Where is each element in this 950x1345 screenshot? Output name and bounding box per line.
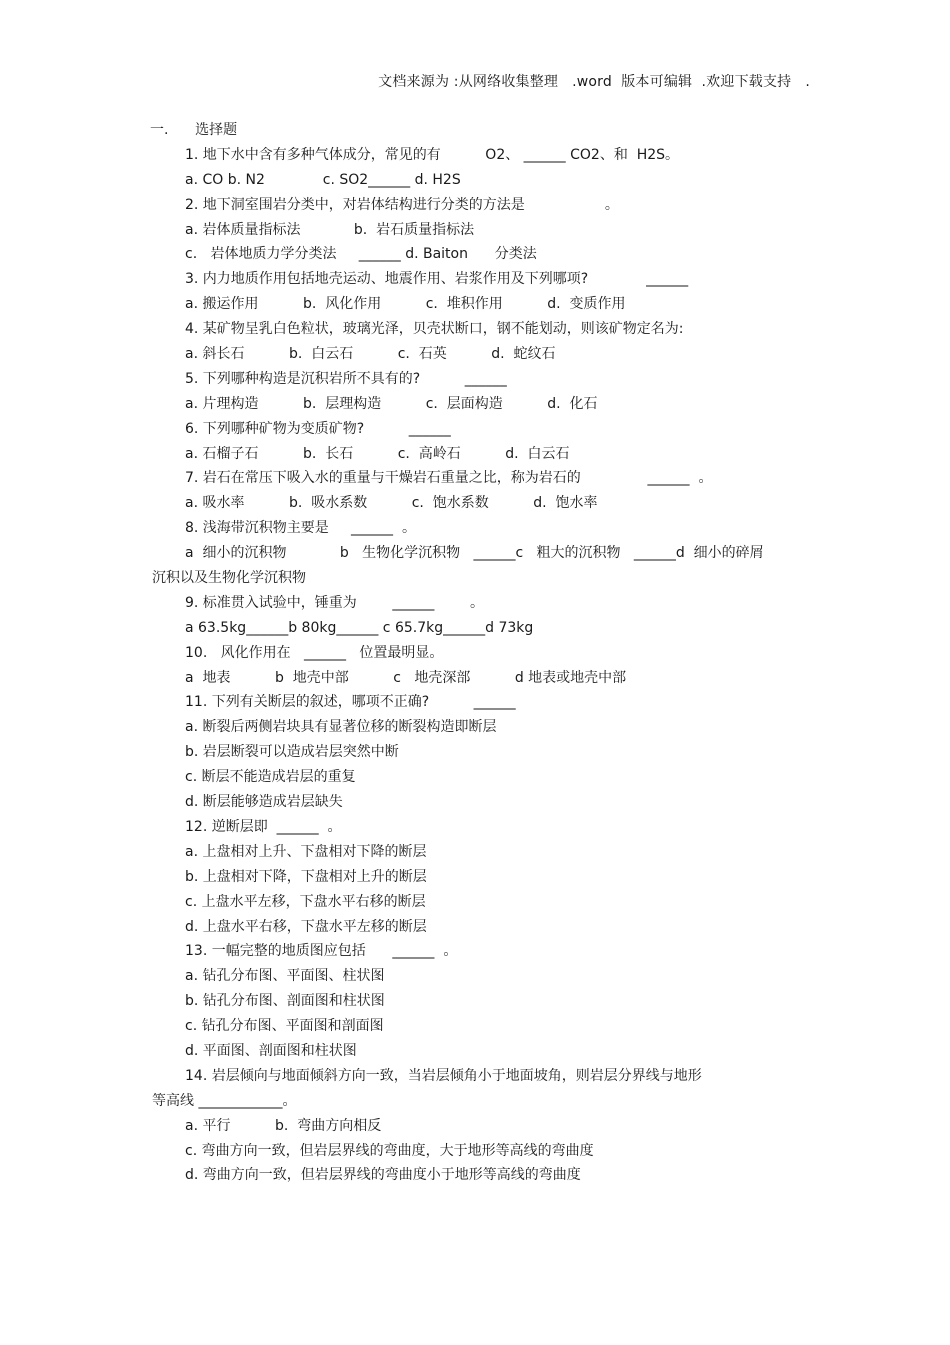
question-4: 4. 某矿物呈乳白色粒状，玻璃光泽，贝壳状断口，钢不能划动，则该矿物定名为:: [185, 321, 684, 338]
question-14: 14. 岩层倾向与地面倾斜方向一致，当岩层倾角小于地面坡角，则岩层分界线与地形: [185, 1067, 702, 1084]
options-8-continuation: 沉积以及生物化学沉积物: [152, 570, 306, 587]
options-7: a. 吸水率 b. 吸水系数 c. 饱水系数 d. 饱水率: [185, 495, 598, 512]
option-13-d: d. 平面图、剖面图和柱状图: [185, 1042, 357, 1059]
options-4: a. 斜长石 b. 白云石 c. 石英 d. 蛇纹石: [185, 346, 556, 363]
option-11-b: b. 岩层断裂可以造成岩层突然中断: [185, 744, 399, 761]
question-2: 2. 地下洞室围岩分类中，对岩体结构进行分类的方法是 。: [185, 196, 619, 213]
option-12-a: a. 上盘相对上升、下盘相对下降的断层: [185, 843, 427, 860]
option-13-b: b. 钻孔分布图、剖面图和柱状图: [185, 993, 385, 1010]
option-11-d: d. 断层能够造成岩层缺失: [185, 794, 343, 811]
question-14-continuation: 等高线 ____________。: [152, 1092, 297, 1109]
section-title: 一. 选择题: [150, 122, 238, 138]
question-6: 6. 下列哪种矿物为变质矿物? ______: [185, 420, 451, 437]
options-10: a 地表 b 地壳中部 c 地壳深部 d 地表或地壳中部: [185, 669, 627, 686]
options-2-cd: c. 岩体地质力学分类法 ______ d. Baiton 分类法: [185, 246, 537, 263]
options-8: a 细小的沉积物 b 生物化学沉积物 ______c 粗大的沉积物 ______d 细小的碎屑: [185, 545, 764, 562]
question-3: 3. 内力地质作用包括地壳运动、地震作用、岩浆作用及下列哪项? ______: [185, 271, 689, 288]
options-14-ab: a. 平行 b. 弯曲方向相反: [185, 1117, 382, 1134]
question-10: 10. 风化作用在 ______ 位置最明显。: [185, 644, 444, 661]
question-7: 7. 岩石在常压下吸入水的重量与干燥岩石重量之比，称为岩石的 ______ 。: [185, 470, 713, 487]
question-13: 13. 一幅完整的地质图应包括 ______ 。: [185, 943, 458, 960]
options-2-ab: a. 岩体质量指标法 b. 岩石质量指标法: [185, 221, 475, 238]
option-12-d: d. 上盘水平右移，下盘水平左移的断层: [185, 918, 427, 935]
question-12: 12. 逆断层即 ______ 。: [185, 818, 342, 835]
option-12-b: b. 上盘相对下降，下盘相对上升的断层: [185, 868, 427, 885]
option-14-d: d. 弯曲方向一致，但岩层界线的弯曲度小于地形等高线的弯曲度: [185, 1167, 581, 1184]
question-11: 11. 下列有关断层的叙述，哪项不正确? ______: [185, 694, 516, 711]
question-1: 1. 地下水中含有多种气体成分，常见的有 O2、 ______ CO2、和 H2S。: [185, 146, 680, 163]
question-list: [0, 118, 950, 1188]
options-5: a. 片理构造 b. 层理构造 c. 层面构造 d. 化石: [185, 395, 598, 412]
option-14-c: c. 弯曲方向一致，但岩层界线的弯曲度，大于地形等高线的弯曲度: [185, 1142, 594, 1159]
option-11-a: a. 断裂后两侧岩块具有显著位移的断裂构造即断层: [185, 719, 497, 736]
question-9: 9. 标准贯入试验中，锤重为 ______ 。: [185, 594, 485, 611]
question-8: 8. 浅海带沉积物主要是 ______ 。: [185, 520, 416, 537]
page-header: 文档来源为 :从网络收集整理 .word 版本可编辑 .欢迎下载支持 .: [378, 74, 810, 90]
options-6: a. 石榴子石 b. 长石 c. 高岭石 d. 白云石: [185, 445, 570, 462]
options-1: a. CO b. N2 c. SO2______ d. H2S: [185, 171, 461, 188]
options-3: a. 搬运作用 b. 风化作用 c. 堆积作用 d. 变质作用: [185, 296, 626, 313]
option-13-c: c. 钻孔分布图、平面图和剖面图: [185, 1018, 384, 1035]
option-12-c: c. 上盘水平左移，下盘水平右移的断层: [185, 893, 426, 910]
question-5: 5. 下列哪种构造是沉积岩所不具有的? ______: [185, 370, 507, 387]
options-9: a 63.5kg______b 80kg______ c 65.7kg______d 73kg: [185, 619, 534, 636]
option-11-c: c. 断层不能造成岩层的重复: [185, 769, 356, 786]
option-13-a: a. 钻孔分布图、平面图、柱状图: [185, 968, 385, 985]
